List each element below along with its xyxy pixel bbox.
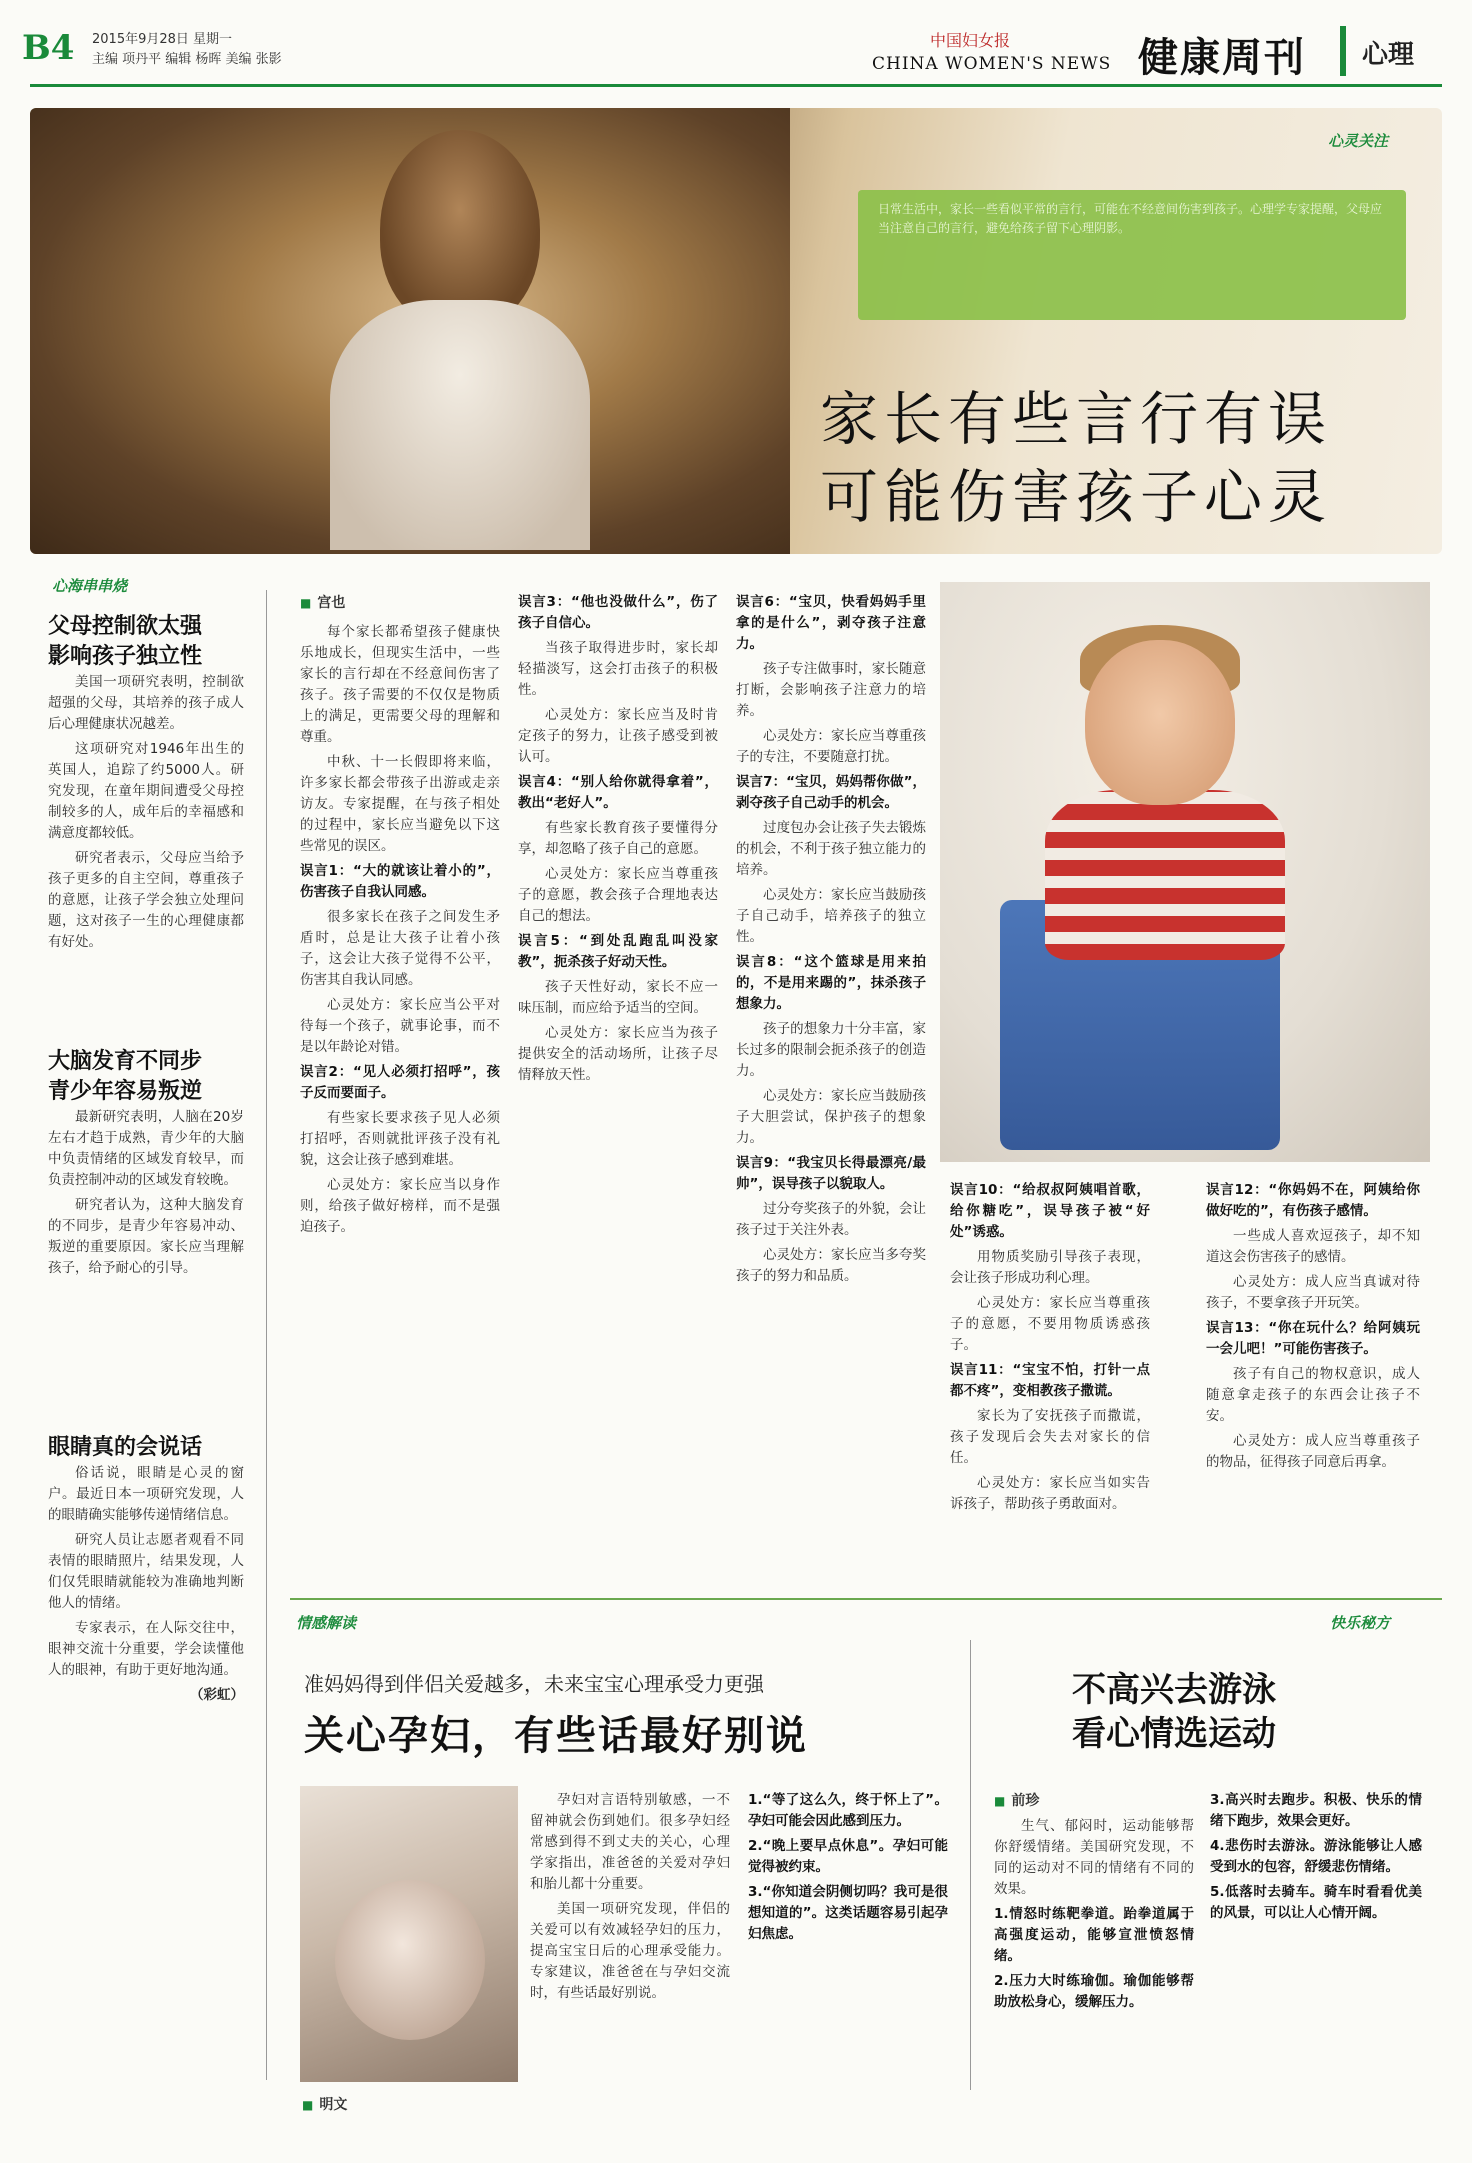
headline-line-2: 可能伤害孩子心灵 <box>820 463 1333 531</box>
main-paragraph: 中秋、十一长假即将来临，许多家长都会带孩子出游或走亲访友。专家提醒，在与孩子相处的过程中，家长应当避免以下这些常见的误区。 <box>300 754 500 854</box>
pregnancy-headline: 关心孕妇，有些话最好别说 <box>304 1713 808 1759</box>
main-paragraph: 每个家长都希望孩子健康快乐地成长，但现实生活中，一些家长的言行却在不经意间伤害了孩子。孩子需要的不仅仅是物质上的满足，更需要父母的理解和尊重。 <box>300 624 500 745</box>
story1-paragraph: 研究者表示，父母应当给予孩子更多的自主空间，尊重孩子的意愿，让孩子学会独立处理问题，这对孩子一生的心理健康都有好处。 <box>48 850 244 950</box>
story2-paragraph: 最新研究表明，人脑在20岁左右才趋于成熟，青少年的大脑中负责情绪的区域发育较早，而负责控制冲动的区域发育较晚。 <box>48 1109 244 1188</box>
mistake-body: 有些家长要求孩子见人必须打招呼，否则就批评孩子没有礼貌，这会让孩子感到难堪。 <box>300 1110 500 1168</box>
pregnancy-byline <box>302 2094 347 2114</box>
exercise-tip: 4.悲伤时去游泳。游泳能够让人感受到水的包容，舒缓悲伤情绪。 <box>1210 1838 1422 1875</box>
pregnancy-paragraph: 孕妇对言语特别敏感，一不留神就会伤到她们。很多孕妇经常感到得不到丈夫的关心，心理学家指出，准爸爸的关爱对孕妇和胎儿都十分重要。 <box>530 1792 730 1892</box>
mistake-advice: 心灵处方：成人应当尊重孩子的物品，征得孩子同意后再拿。 <box>1206 1433 1420 1470</box>
masthead-rule <box>30 84 1442 87</box>
story2-title-line1: 大脑发育不同步 <box>48 1049 203 1074</box>
pregnancy-paragraph: 美国一项研究发现，伴侣的关爱可以有效减轻孕妇的压力，提高宝宝日后的心理承受能力。专家建议，准爸爸在与孕妇交流时，有些话最好别说。 <box>530 1901 730 2001</box>
main-col-1 <box>300 622 500 1242</box>
issue-date: 2015年9月28日 星期一 <box>92 32 233 47</box>
mistake-title: 误言4：“别人给你就得拿着”，教出“老好人”。 <box>518 774 718 811</box>
exercise-headline-line2: 看心情选运动 <box>1072 1714 1276 1754</box>
intro-text: 日常生活中，家长一些看似平常的言行，可能在不经意间伤害到孩子。心理学专家提醒，父母应当注意自己的言行，避免给孩子留下心理阴影。 <box>878 202 1383 235</box>
mistake-advice: 心灵处方：家长应当及时肯定孩子的努力，让孩子感受到被认可。 <box>518 707 718 765</box>
mistake-advice: 心灵处方：家长应当为孩子提供安全的活动场所，让孩子尽情释放天性。 <box>518 1025 718 1083</box>
mistake-advice: 心灵处方：家长应当公平对待每一个孩子，就事论事，而不是以年龄论对错。 <box>300 997 500 1055</box>
story3-title: 眼睛真的会说话 <box>48 1435 203 1460</box>
mistake-body: 过分夸奖孩子的外貌，会让孩子过于关注外表。 <box>736 1201 926 1238</box>
mistake-body: 用物质奖励引导孩子表现，会让孩子形成功利心理。 <box>950 1249 1150 1286</box>
story1-title-line1: 父母控制欲太强 <box>48 614 203 639</box>
pregnancy-col-2 <box>748 1790 948 1949</box>
mistake-advice: 心灵处方：家长应当尊重孩子的意愿，教会孩子合理地表达自己的想法。 <box>518 866 718 924</box>
byline-marker: ■ <box>300 596 312 610</box>
pregnant-woman-photo-belly <box>335 1880 485 2040</box>
mistake-body: 孩子天性好动，家长不应一味压制，而应给予适当的空间。 <box>518 979 718 1016</box>
exercise-col-1 <box>994 1816 1194 2017</box>
main-byline <box>300 592 345 612</box>
mistake-body: 孩子专注做事时，家长随意打断，会影响孩子注意力的培养。 <box>736 661 926 719</box>
story2-paragraph: 研究者认为，这种大脑发育的不同步，是青少年容易冲动、叛逆的重要原因。家长应当理解孩子，给予耐心的引导。 <box>48 1197 244 1276</box>
mistake-body: 一些成人喜欢逗孩子，却不知道这会伤害孩子的感情。 <box>1206 1228 1420 1265</box>
mistake-body: 孩子有自己的物权意识，成人随意拿走孩子的东西会让孩子不安。 <box>1206 1366 1420 1424</box>
editorial-staff: 主编 项丹平 编辑 杨晖 美编 张影 <box>92 52 282 67</box>
boy-photo-shirt <box>1045 790 1285 960</box>
main-headline <box>820 380 1400 536</box>
exercise-tip: 3.高兴时去跑步。积极、快乐的情绪下跑步，效果会更好。 <box>1210 1792 1422 1829</box>
story1-title <box>48 612 244 672</box>
pregnancy-tip: 3.“你知道会阴侧切吗？我可是很想知道的”。这类话题容易引起孕妇焦虑。 <box>748 1884 948 1942</box>
headline-line-1: 家长有些言行有误 <box>820 385 1333 453</box>
mistake-advice: 心灵处方：家长应当尊重孩子的专注，不要随意打扰。 <box>736 728 926 765</box>
story2-title-line2: 青少年容易叛逆 <box>48 1079 203 1104</box>
story1-paragraph: 这项研究对1946年出生的英国人，追踪了约5000人。研究发现，在童年期间遭受父母控制较多的人，成年后的幸福感和满意度都较低。 <box>48 741 244 841</box>
hero-kicker: 心灵关注 <box>1328 132 1389 150</box>
exercise-byline-name: 前珍 <box>1011 1793 1040 1809</box>
story3-paragraph: 研究人员让志愿者观看不同表情的眼睛照片，结果发现，人们仅凭眼睛就能较为准确地判断他人的情绪。 <box>48 1532 244 1611</box>
mistake-title: 误言5：“到处乱跑乱叫没家教”，扼杀孩子好动天性。 <box>518 933 718 970</box>
mistake-title: 误言6：“宝贝，快看妈妈手里拿的是什么”，剥夺孩子注意力。 <box>736 594 926 652</box>
mistake-advice: 心灵处方：家长应当尊重孩子的意愿，不要用物质诱惑孩子。 <box>950 1295 1150 1353</box>
mistake-title: 误言8：“这个篮球是用来拍的，不是用来踢的”，抹杀孩子想象力。 <box>736 954 926 1012</box>
mistake-body: 当孩子取得进步时，家长却轻描淡写，这会打击孩子的积极性。 <box>518 640 718 698</box>
story3-paragraph: 专家表示，在人际交往中，眼神交流十分重要，学会读懂他人的眼神，有助于更好地沟通。 <box>48 1620 244 1678</box>
byline-marker: ■ <box>302 2098 314 2112</box>
mistake-title: 误言11：“宝宝不怕，打针一点都不疼”，变相教孩子撒谎。 <box>950 1362 1150 1399</box>
mistake-advice: 心灵处方：成人应当真诚对待孩子，不要拿孩子开玩笑。 <box>1206 1274 1420 1311</box>
mistake-title: 误言1：“大的就该让着小的”，伤害孩子自我认同感。 <box>300 863 500 900</box>
bottom-divider <box>970 1640 971 2090</box>
column-divider <box>266 590 267 2080</box>
story3-author: （彩虹） <box>190 1687 244 1703</box>
exercise-byline <box>994 1790 1039 1810</box>
newspaper-logo: 中国妇女报 <box>930 31 1011 50</box>
pregnancy-byline-name: 明文 <box>319 2097 348 2113</box>
left-kicker: 心海串串烧 <box>52 577 128 595</box>
exercise-paragraph: 生气、郁闷时，运动能够帮你舒缓情绪。美国研究发现，不同的运动对不同的情绪有不同的效果。 <box>994 1818 1194 1897</box>
mistake-title: 误言3：“他也没做什么”，伤了孩子自信心。 <box>518 594 718 631</box>
mistake-body: 过度包办会让孩子失去锻炼的机会，不利于孩子独立能力的培养。 <box>736 820 926 878</box>
section-bar <box>1340 26 1346 76</box>
boy-photo-face <box>1085 640 1235 805</box>
mistake-title: 误言2：“见人必须打招呼”，孩子反而要面子。 <box>300 1064 500 1101</box>
exercise-tip: 1.情怒时练靶拳道。跆拳道属于高强度运动，能够宣泄愤怒情绪。 <box>994 1906 1194 1964</box>
weekly-title: 健康周刊 <box>1138 34 1306 81</box>
newspaper-english-name: CHINA WOMEN'S NEWS <box>872 54 1112 74</box>
mistake-body: 家长为了安抚孩子而撒谎，孩子发现后会失去对家长的信任。 <box>950 1408 1150 1466</box>
exercise-headline-line1: 不高兴去游泳 <box>1072 1670 1276 1710</box>
pregnancy-tip: 1.“等了这么久，终于怀上了”。孕妇可能会因此感到压力。 <box>748 1792 948 1829</box>
mistake-title: 误言13：“你在玩什么？给阿姨玩一会儿吧！”可能伤害孩子。 <box>1206 1320 1420 1357</box>
main-col-2 <box>518 592 718 1090</box>
pregnancy-tip: 2.“晚上要早点休息”。孕妇可能觉得被约束。 <box>748 1838 948 1875</box>
story3-paragraph: 俗话说，眼睛是心灵的窗户。最近日本一项研究发现，人的眼睛确实能够传递情绪信息。 <box>48 1465 244 1523</box>
girl-photo-body <box>330 300 590 550</box>
mistake-body: 孩子的想象力十分丰富，家长过多的限制会扼杀孩子的创造力。 <box>736 1021 926 1079</box>
exercise-col-2 <box>1210 1790 1422 1928</box>
main-col-5 <box>1206 1180 1420 1477</box>
mistake-title: 误言10：“给叔叔阿姨唱首歌，给你糖吃”，误导孩子被“好处”诱惑。 <box>950 1182 1150 1240</box>
exercise-tip: 5.低落时去骑车。骑车时看看优美的风景，可以让人心情开阔。 <box>1210 1884 1422 1921</box>
main-byline-name: 宫也 <box>317 595 346 611</box>
story2-title <box>48 1047 244 1107</box>
bottom-right-kicker: 快乐秘方 <box>1330 1614 1391 1632</box>
page-number: B4 <box>22 28 75 68</box>
mistake-advice: 心灵处方：家长应当以身作则，给孩子做好榜样，而不是强迫孩子。 <box>300 1177 500 1235</box>
pregnancy-deck: 准妈妈得到伴侣关爱越多，未来宝宝心理承受力更强 <box>304 1672 764 1696</box>
bottom-section-rule <box>290 1598 1442 1600</box>
byline-marker: ■ <box>994 1794 1006 1808</box>
left-column <box>48 612 244 1706</box>
story1-paragraph: 美国一项研究表明，控制欲超强的父母，其培养的孩子成人后心理健康状况越差。 <box>48 674 244 732</box>
mistake-title: 误言7：“宝贝，妈妈帮你做”，剥夺孩子自己动手的机会。 <box>736 774 926 811</box>
mistake-title: 误言9：“我宝贝长得最漂亮/最帅”，误导孩子以貌取人。 <box>736 1155 926 1192</box>
section-name: 心理 <box>1362 40 1415 70</box>
dateline <box>92 30 282 70</box>
bottom-left-kicker: 情感解读 <box>296 1614 357 1632</box>
mistake-body: 有些家长教育孩子要懂得分享，却忽略了孩子自己的意愿。 <box>518 820 718 857</box>
exercise-headline <box>1072 1668 1432 1756</box>
mistake-advice: 心灵处方：家长应当多夸奖孩子的努力和品质。 <box>736 1247 926 1284</box>
mistake-advice: 心灵处方：家长应当鼓励孩子自己动手，培养孩子的独立性。 <box>736 887 926 945</box>
mistake-title: 误言12：“你妈妈不在，阿姨给你做好吃的”，有伤孩子感情。 <box>1206 1182 1420 1219</box>
mistake-advice: 心灵处方：家长应当如实告诉孩子，帮助孩子勇敢面对。 <box>950 1475 1150 1512</box>
main-col-3 <box>736 592 926 1291</box>
story1-title-line2: 影响孩子独立性 <box>48 644 203 669</box>
exercise-tip: 2.压力大时练瑜伽。瑜伽能够帮助放松身心，缓解压力。 <box>994 1973 1194 2010</box>
pregnancy-col-1 <box>530 1790 730 2008</box>
mistake-advice: 心灵处方：家长应当鼓励孩子大胆尝试，保护孩子的想象力。 <box>736 1088 926 1146</box>
main-col-4 <box>950 1180 1150 1519</box>
mistake-body: 很多家长在孩子之间发生矛盾时，总是让大孩子让着小孩子，这会让大孩子觉得不公平，伤害其自我认同感。 <box>300 909 500 988</box>
